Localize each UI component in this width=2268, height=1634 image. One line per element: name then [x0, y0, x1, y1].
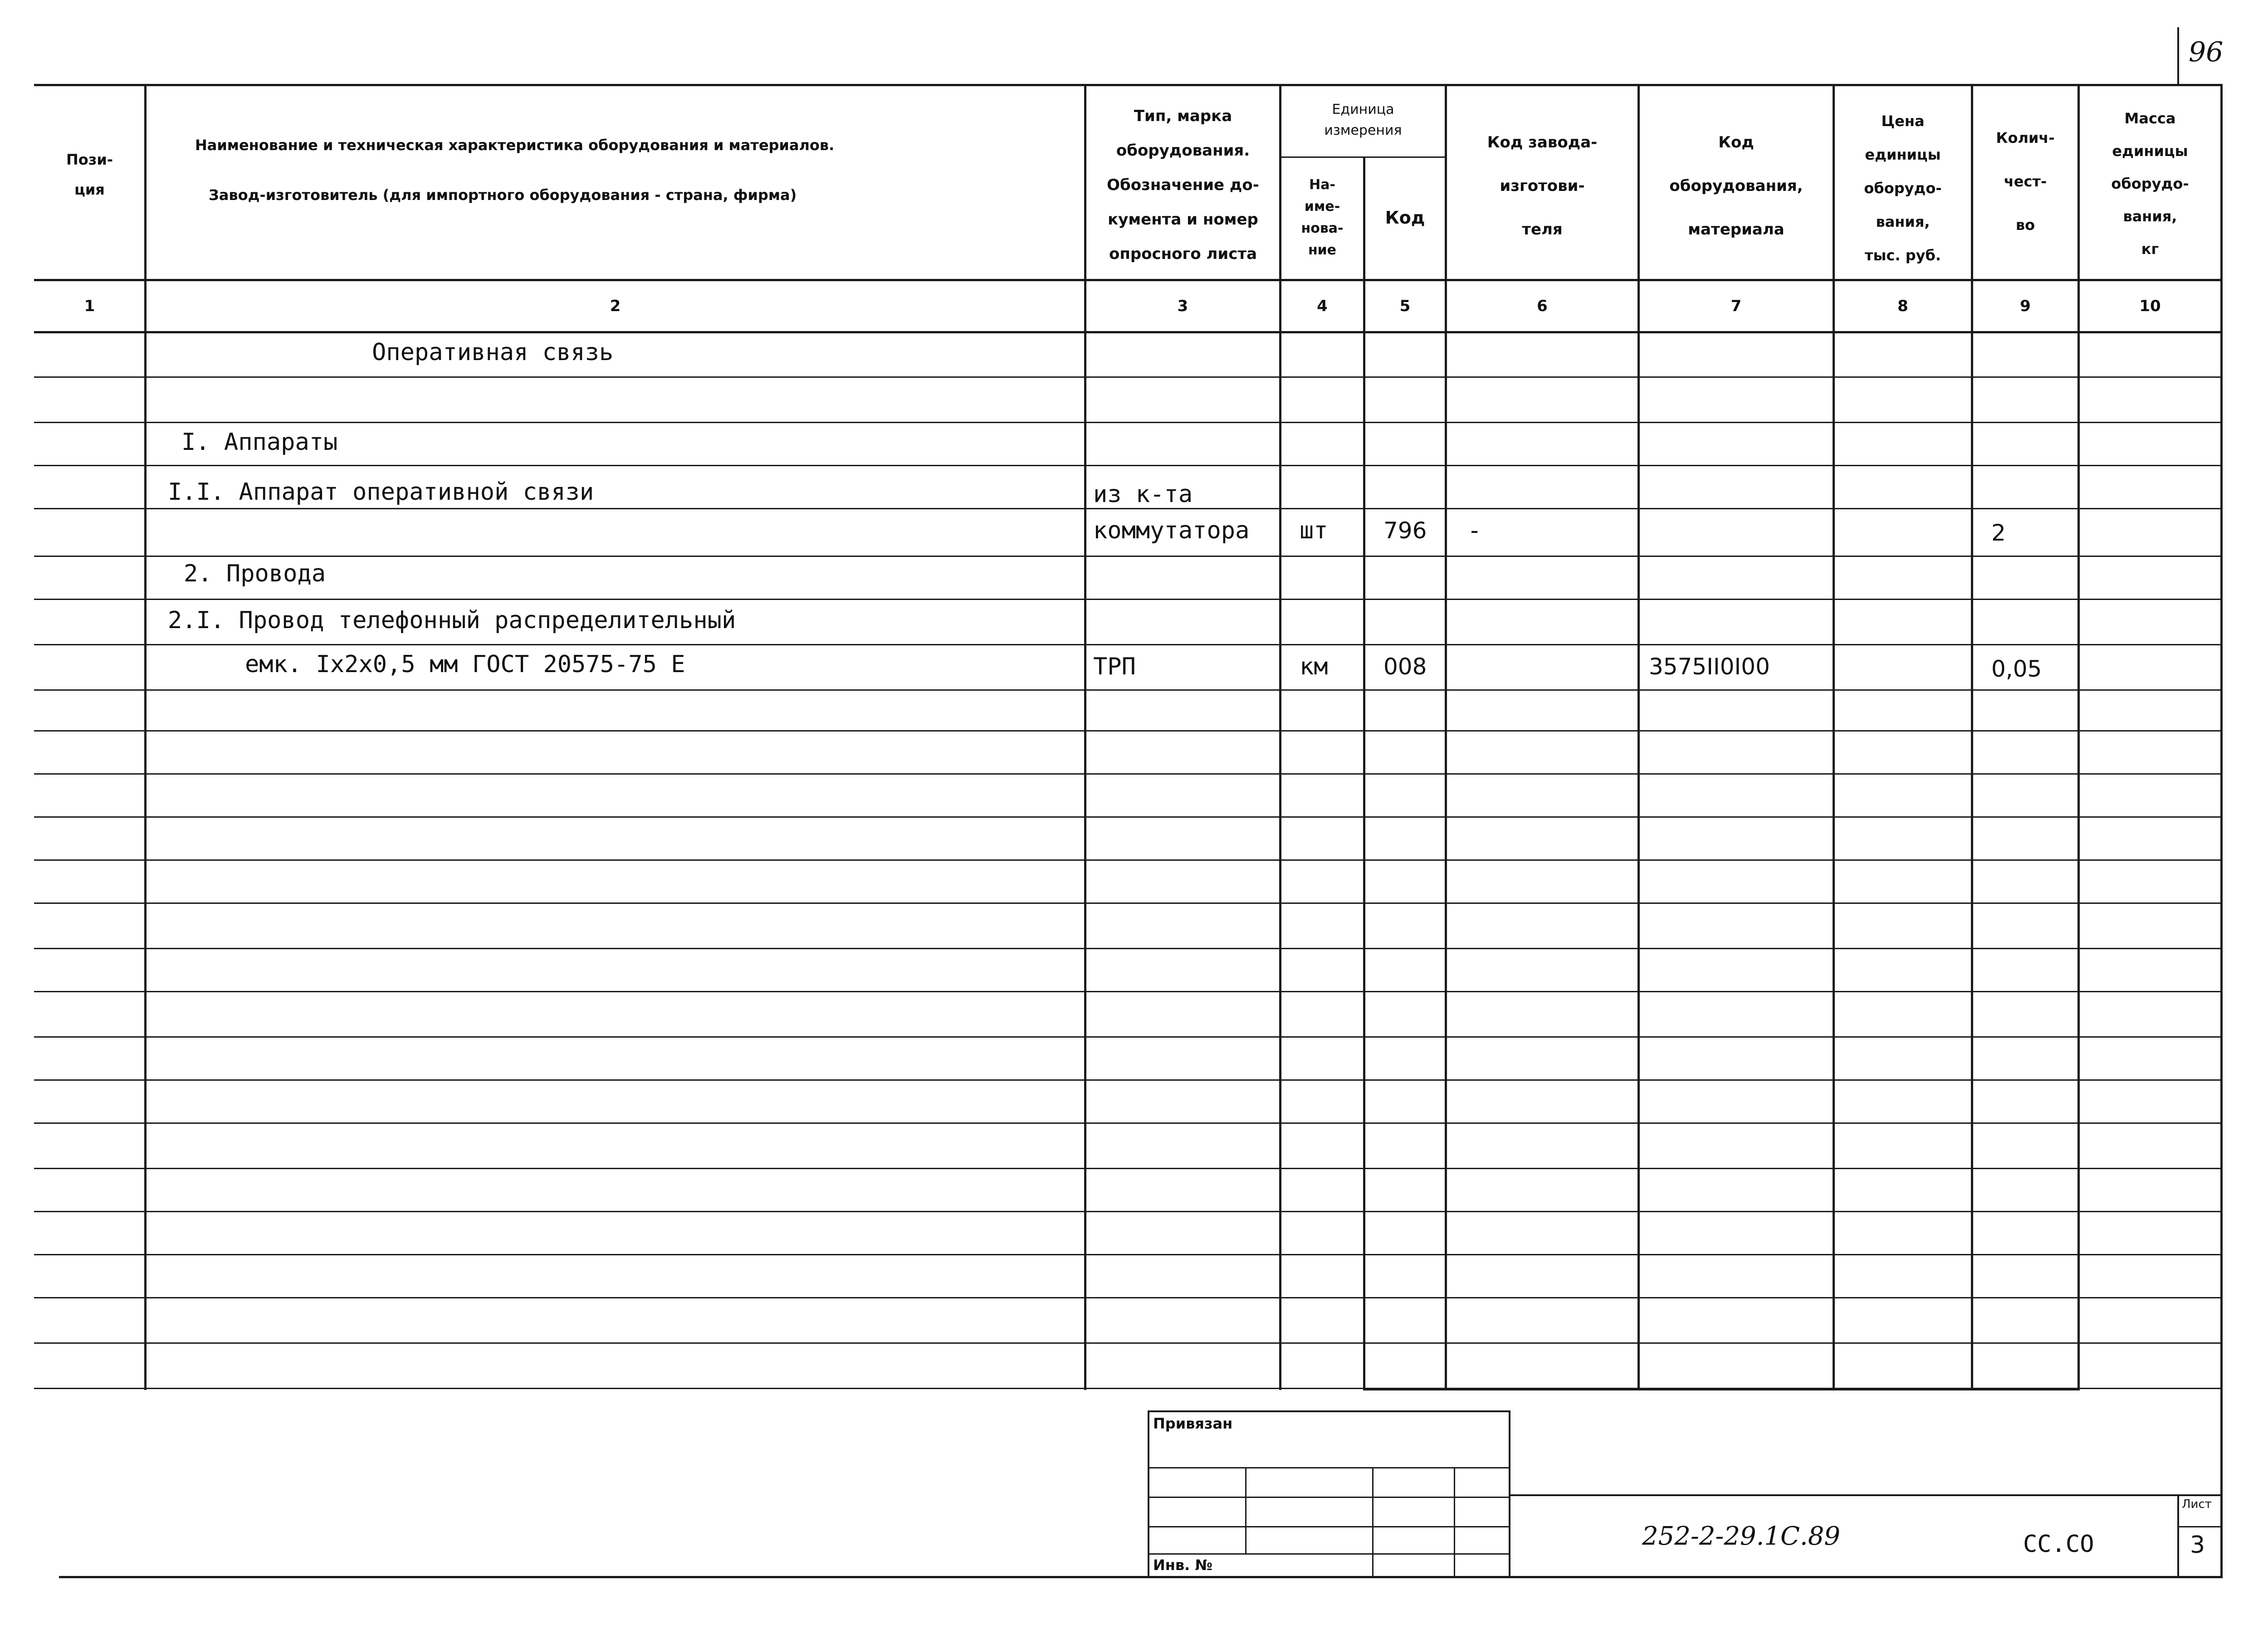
colnum-9: 9: [2020, 297, 2031, 315]
colnum-3: 3: [1177, 297, 1188, 315]
colnum-1: 1: [84, 297, 95, 315]
colnum-6: 6: [1537, 297, 1548, 315]
page-number: 96: [2189, 36, 2224, 68]
header-unit-price: Цена единицы оборудо- вания, тыс. руб.: [1864, 112, 1942, 264]
linked-label: Привязан: [1153, 1415, 1233, 1432]
row-wire-item: 2.I. Провод телефонный распределительный: [168, 607, 736, 634]
row-wire-qty: 0,05: [1991, 656, 2042, 682]
row-apparatus-type-1: из к-та: [1093, 481, 1193, 508]
header-unit-code: Код: [1385, 208, 1425, 228]
header-equipment-code: Код оборудования, материала: [1669, 133, 1803, 239]
sheet-number: 3: [2190, 1532, 2205, 1559]
header-quantity: Колич- чест- во: [1996, 129, 2055, 234]
header-type: Тип, марка оборудования. Обозначение до- кумента и номер опросного листа: [1107, 107, 1259, 263]
row-apparatus-qty: 2: [1991, 520, 2006, 546]
row-wire-code: 008: [1383, 654, 1427, 680]
colnum-8: 8: [1897, 297, 1908, 315]
document-suffix: СС.СО: [2023, 1531, 2094, 1558]
row-section-title: Оперативная связь: [372, 339, 614, 366]
row-apparatus-heading: I. Аппараты: [181, 429, 338, 456]
colnum-10: 10: [2139, 297, 2161, 315]
colnum-7: 7: [1730, 297, 1742, 315]
row-apparatus-item: I.I. Аппарат оперативной связи: [168, 478, 594, 506]
header-maker-code: Код завода- изготови- теля: [1487, 133, 1598, 239]
sheet-label: Лист: [2182, 1497, 2212, 1511]
header-name-line2: Завод-изготовитель (для импортного оборудования - страна, фирма): [209, 186, 797, 204]
row-apparatus-type-2: коммутатора: [1093, 517, 1250, 544]
row-apparatus-code: 796: [1383, 517, 1427, 544]
header-unit-name: На- име- нова- ние: [1301, 177, 1344, 258]
header-position: Пози- ция: [66, 151, 113, 198]
row-wires-heading: 2. Провода: [184, 560, 326, 587]
row-wire-equipment-code: 3575II0I00: [1649, 654, 1770, 680]
inventory-number-label: Инв. №: [1153, 1556, 1212, 1574]
header-name-line1: Наименование и техническая характеристика оборудования и материалов.: [195, 137, 835, 154]
colnum-4: 4: [1317, 297, 1328, 315]
row-apparatus-unit: шт: [1300, 517, 1328, 544]
row-apparatus-maker: -: [1467, 517, 1482, 544]
row-wire-spec: емк. Iх2х0,5 мм ГОСТ 20575-75 Е: [245, 651, 685, 678]
document-code: 252-2-29.1С.89: [1642, 1522, 1840, 1551]
colnum-2: 2: [610, 297, 621, 315]
row-wire-type: ТРП: [1093, 653, 1136, 680]
header-unit-group: Единица измерения: [1324, 102, 1402, 138]
row-wire-unit: км: [1300, 653, 1328, 680]
colnum-5: 5: [1399, 297, 1411, 315]
header-mass: Масса единицы оборудо- вания, кг: [2111, 110, 2189, 258]
